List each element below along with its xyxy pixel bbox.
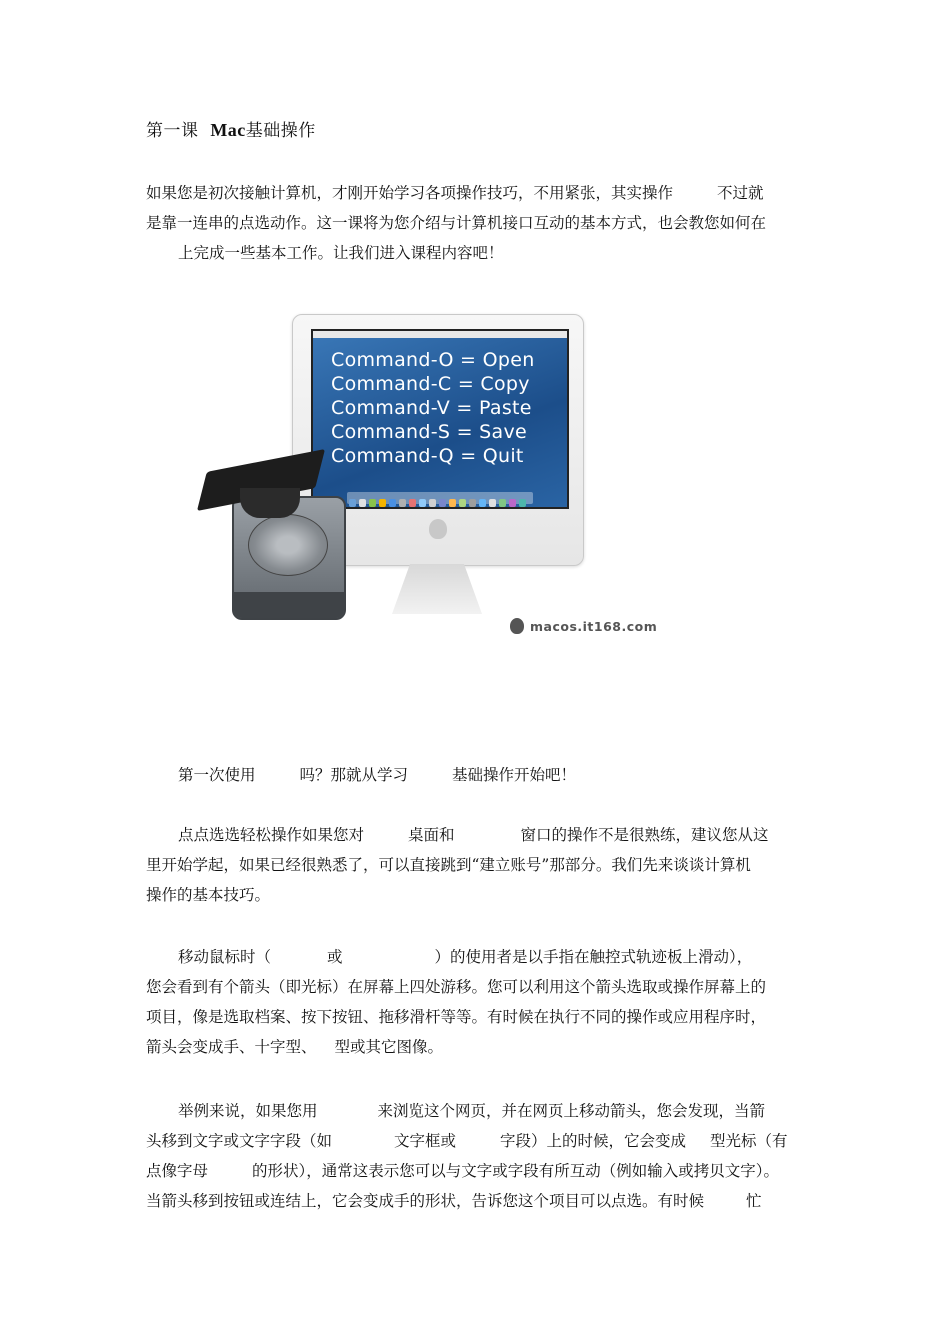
para-text: 里开始学起，如果已经很熟悉了，可以直接跳到“建立账号”那部分。我们先来谈谈计算机 [146, 856, 751, 874]
cursor-example-paragraph [146, 1096, 810, 1216]
para-text: 点点选选轻松操作如果您对 [178, 826, 365, 844]
para-text: 吗？那就从学习 [299, 766, 409, 784]
para-text: 您会看到有个箭头（即光标）在屏幕上四处游移。您可以利用这个箭头选取或操作屏幕上的 [146, 978, 767, 996]
para-text: 忙 [746, 1192, 762, 1210]
para-text: 点像字母 [146, 1162, 209, 1180]
para-text: 移动鼠标时（ [178, 948, 272, 966]
drive-base [234, 592, 344, 618]
basic-skills-paragraph [146, 820, 810, 910]
para-text: 桌面和 [408, 826, 455, 844]
shortcut-open: Command-O = Open [331, 349, 535, 371]
para-text: 项目，像是选取档案、按下按钮、拖移滑杆等等。有时候在执行不同的操作或应用程序时， [146, 1008, 767, 1026]
watermark-text: macos.it168.com [530, 619, 658, 634]
shortcut-quit: Command-Q = Quit [331, 445, 524, 467]
para-text: 字段）上的时候，它会变成 [500, 1132, 687, 1150]
monitor-screen [311, 329, 569, 509]
para-text: 第一次使用 [178, 766, 256, 784]
shortcut-copy: Command-C = Copy [331, 373, 530, 395]
intro-paragraph [146, 178, 810, 268]
title-prefix: 第一课 [146, 121, 199, 141]
para-text: 窗口的操作不是很熟练，建议您从这 [520, 826, 769, 844]
para-text: 操作的基本技巧。 [146, 886, 271, 904]
para-text: ）的使用者是以手指在触控式轨迹板上滑动）， [434, 948, 753, 966]
intro-text: 不过就 [717, 184, 764, 202]
para-text: 型或其它图像。 [334, 1038, 444, 1056]
shortcut-save: Command-S = Save [331, 421, 528, 443]
apple-watermark-icon [510, 618, 524, 634]
para-text: 基础操作开始吧！ [452, 766, 577, 784]
title-suffix: 基础操作 [245, 121, 316, 141]
para-text: 的形状），通常这表示您可以与文字或字段有所互动（例如输入或拷贝文字）。 [252, 1162, 780, 1180]
intro-text: 上完成一些基本工作。让我们进入课程内容吧！ [178, 244, 504, 262]
para-text: 当箭头移到按钮或连结上，它会变成手的形状，告诉您这个项目可以点选。有时候 [146, 1192, 705, 1210]
para-text: 举例来说，如果您用 [178, 1102, 318, 1120]
mac-lesson-illustration [196, 310, 666, 645]
intro-text: 如果您是初次接触计算机，才刚开始学习各项操作技巧，不用紧张，其实操作 [146, 184, 674, 202]
monitor-stand [392, 564, 482, 614]
shortcut-paste: Command-V = Paste [331, 397, 532, 419]
dock [347, 492, 533, 504]
para-text: 来浏览这个网页，并在网页上移动箭头，您会发现，当箭 [377, 1102, 766, 1120]
para-text: 头移到文字或文字字段（如 [146, 1132, 333, 1150]
disk-platter [248, 514, 328, 576]
graduation-cap-crown [240, 488, 300, 518]
menu-bar [313, 331, 567, 338]
watermark [510, 618, 657, 634]
para-text: 文字框或 [394, 1132, 457, 1150]
lesson-title [146, 116, 316, 141]
first-use-paragraph [146, 760, 810, 790]
title-mac: Mac [210, 120, 246, 140]
apple-logo-icon [429, 519, 447, 539]
para-text: 箭头会变成手、十字型、 [146, 1038, 317, 1056]
para-text: 型光标（有 [710, 1132, 788, 1150]
para-text: 或 [327, 948, 343, 966]
mouse-paragraph [146, 942, 810, 1062]
intro-text: 是靠一连串的点选动作。这一课将为您介绍与计算机接口互动的基本方式，也会教您如何在 [146, 214, 767, 232]
